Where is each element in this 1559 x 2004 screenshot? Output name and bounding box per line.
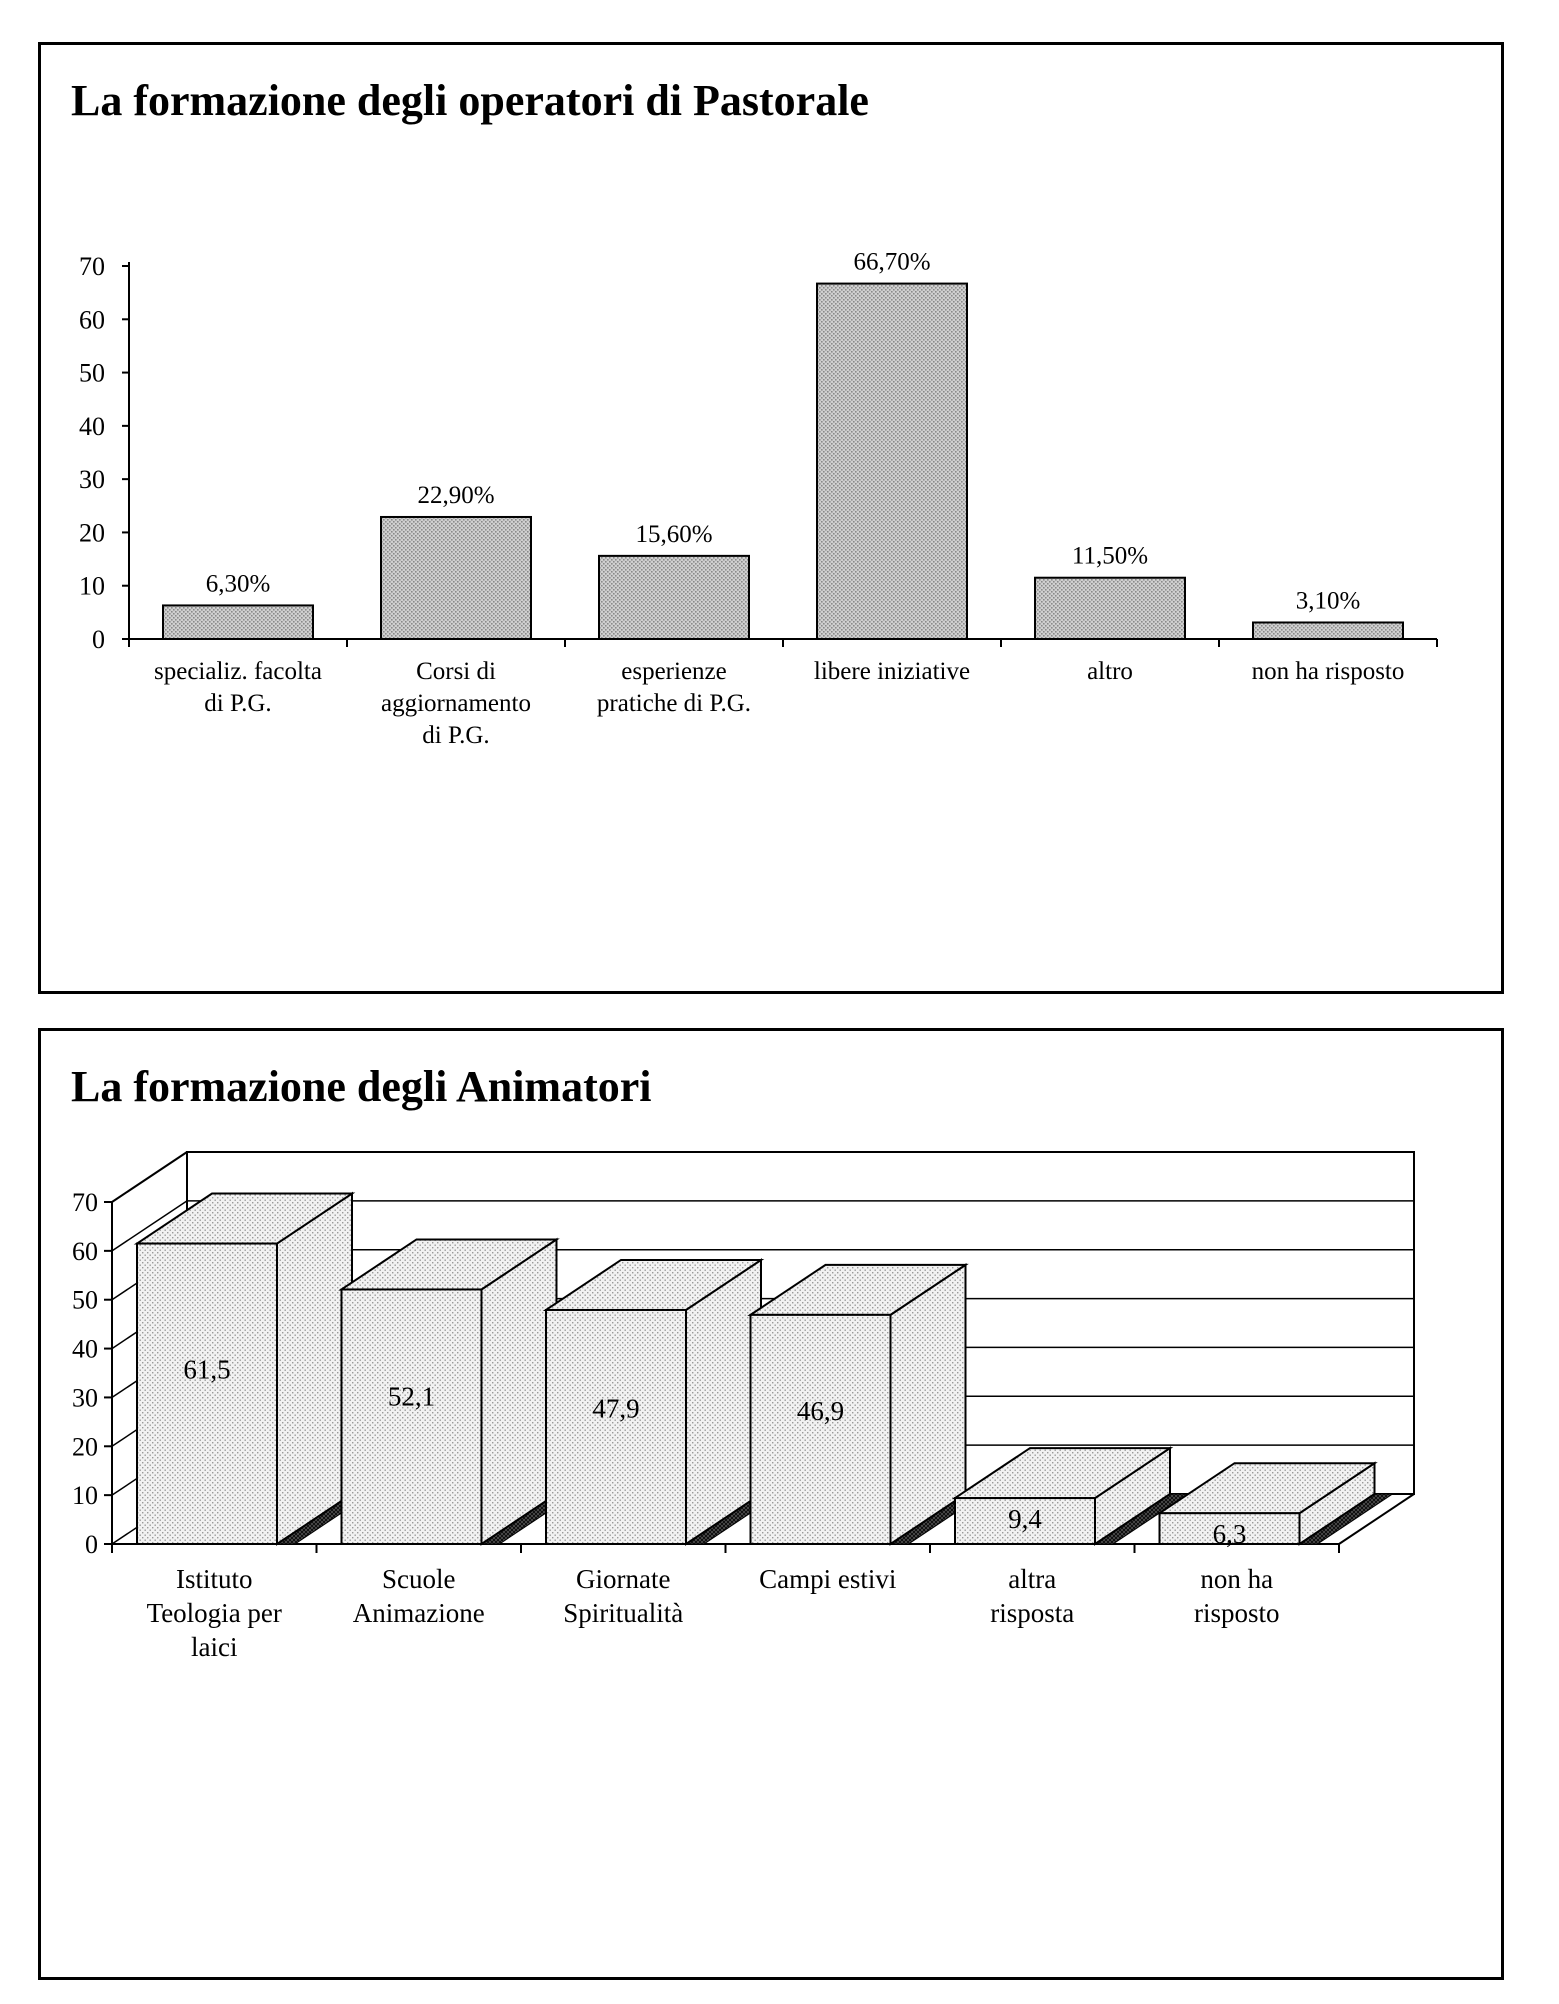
y-tick-label: 50 [72, 1285, 98, 1315]
x-tick-label: pratiche di P.G. [596, 690, 752, 717]
x-tick-label: altra [1008, 1564, 1057, 1594]
x-tick-label: di P.G. [422, 722, 490, 749]
x-tick-label: Scuole [382, 1564, 456, 1594]
x-tick-label: di P.G. [204, 690, 272, 717]
y-tick-label: 40 [72, 1334, 98, 1364]
y-tick-label: 0 [85, 1530, 98, 1559]
bar [342, 1289, 482, 1544]
y-tick-label: 30 [79, 465, 105, 495]
data-label: 47,9 [592, 1393, 640, 1424]
x-tick-label: Istituto [175, 1564, 253, 1594]
x-tick-label: laici [191, 1632, 238, 1662]
data-label: 15,60% [635, 520, 713, 548]
bar [546, 1310, 686, 1544]
y-tick-label: 70 [72, 1188, 98, 1217]
y-tick-label: 20 [72, 1432, 98, 1462]
data-label: 6,3 [1212, 1519, 1247, 1550]
y-tick-label: 30 [72, 1383, 98, 1413]
y-tick-label: 50 [79, 358, 105, 388]
bar-chart-animatori [41, 1031, 1501, 1977]
x-tick-label: Giornate [576, 1564, 671, 1594]
bar [817, 284, 967, 639]
y-tick-label: 10 [72, 1481, 98, 1511]
x-tick-label: libere iniziative [813, 658, 971, 685]
x-tick-label: Animazione [352, 1598, 485, 1628]
data-label: 22,90% [417, 481, 495, 509]
bar [599, 556, 749, 639]
y-tick-label: 40 [79, 411, 105, 441]
bar [751, 1315, 891, 1544]
x-tick-label: risposto [1193, 1598, 1280, 1628]
y-tick-label: 10 [79, 571, 105, 601]
bar [381, 517, 531, 639]
x-tick-label: Teologia per [146, 1598, 282, 1628]
x-tick-label: risposta [990, 1598, 1075, 1628]
chart-panel-animatori [38, 1028, 1504, 1980]
bar [1035, 578, 1185, 639]
x-tick-label: esperienze [621, 658, 727, 685]
x-tick-label: non ha [1200, 1564, 1274, 1594]
data-label: 46,9 [796, 1396, 845, 1427]
data-label: 11,50% [1071, 542, 1149, 570]
data-label: 66,70% [853, 248, 931, 276]
data-label: 6,30% [205, 570, 271, 598]
y-tick-label: 60 [72, 1236, 98, 1266]
x-tick-label: non ha risposto [1251, 658, 1405, 685]
x-tick-label: Campi estivi [759, 1564, 897, 1594]
bar [137, 1244, 277, 1544]
data-label: 9,4 [1008, 1504, 1042, 1535]
x-tick-label: aggiornamento [381, 690, 531, 717]
data-label: 61,5 [183, 1354, 231, 1385]
data-label: 3,10% [1295, 587, 1361, 615]
bar-chart-pastorale [41, 45, 1501, 991]
y-tick-label: 20 [79, 518, 105, 548]
bar [1253, 622, 1403, 639]
side-wall-edge [112, 1152, 187, 1202]
x-tick-label: Spiritualità [563, 1598, 684, 1628]
y-tick-label: 0 [92, 625, 105, 654]
y-tick-label: 60 [79, 305, 105, 335]
x-tick-label: Corsi di [416, 658, 496, 685]
chart-title: La formazione degli operatori di Pastorale [71, 76, 869, 125]
data-label: 52,1 [387, 1381, 436, 1412]
chart-title: La formazione degli Animatori [71, 1062, 652, 1111]
y-tick-label: 70 [79, 252, 105, 281]
chart-panel-pastorale [38, 42, 1504, 994]
x-tick-label: altro [1087, 658, 1133, 685]
bar [163, 605, 313, 639]
x-tick-label: specializ. facolta [154, 658, 322, 685]
